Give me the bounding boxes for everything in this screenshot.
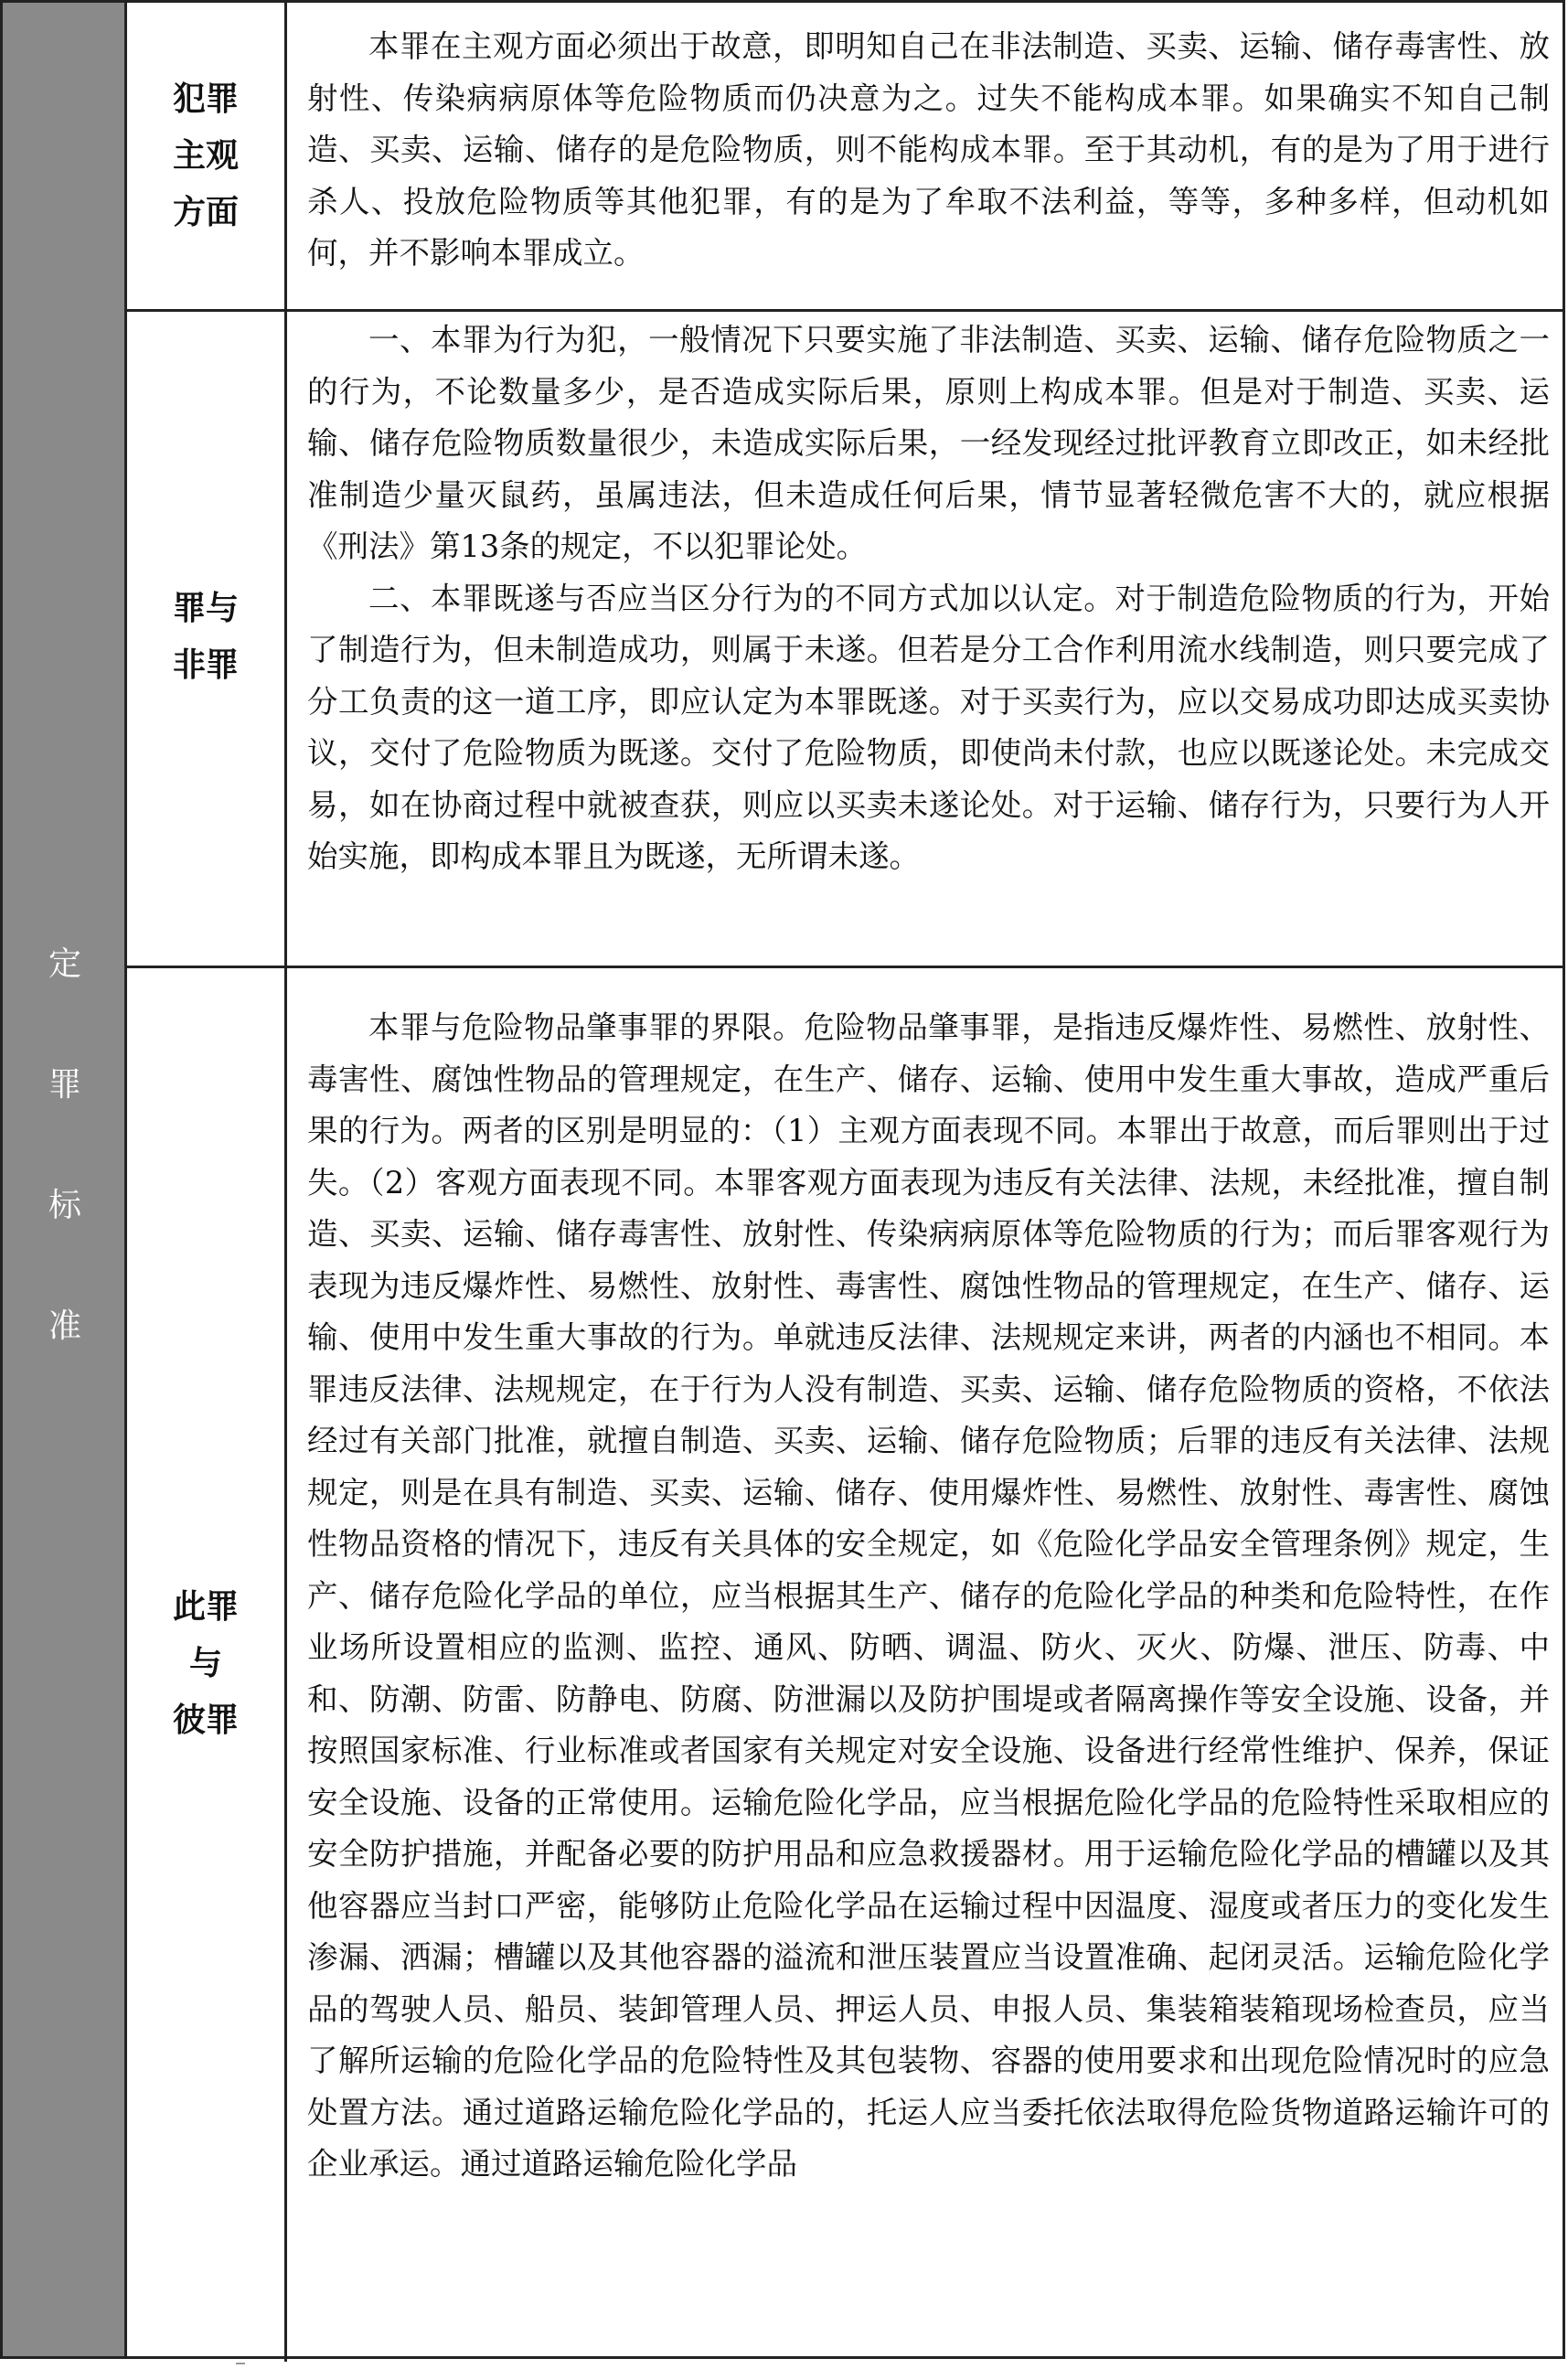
paragraph: 二、本罪既遂与否应当区分行为的不同方式加以认定。对于制造危险物质的行为，开始了制造行为，但未制造成功，则属于未遂。但若是分工合作利用流水线制造，则只要完成了分工负责的这一道工序，即应认定为本罪既遂。对于买卖行为，应以交易成功即达成买卖协议，交付了危险物质为既遂。交付了危险物质，即使尚未付款，也应以既遂论处。未完成交易，如在协商过程中就被查获，则应以买卖未遂论处。对于运输、储存行为，只要行为人开始实施，即构成本罪且为既遂，无所谓未遂。: [307, 580, 1550, 874]
row-label-this-vs-other: [127, 966, 287, 2362]
row-content-subjective: [287, 3, 1563, 309]
row-label-crime-or-not: [127, 309, 287, 966]
row-label-text: 犯罪 主观 方面: [172, 80, 239, 231]
row-label-text: 此罪 与 彼罪: [172, 1587, 239, 1739]
side-label-char: 准: [48, 1307, 81, 1345]
paragraph: 一、本罪为行为犯，一般情况下只要实施了非法制造、买卖、运输、储存危险物质之一的行为，不论数量多少，是否造成实际后果，原则上构成本罪。但是对于制造、买卖、运输、储存危险物质数量很少，未造成实际后果，一经发现经过批评教育立即改正，如未经批准制造少量灭鼠药，虽属违法，但未造成任何后果，情节显著轻微危害不大的，就应根据《刑法》第13条的规定，不以犯罪论处。: [307, 322, 1550, 564]
side-label-char: 定: [48, 945, 81, 983]
row-label-text: 罪与 非罪: [172, 590, 239, 684]
row-content-this-vs-other: [287, 966, 1563, 2362]
paragraph: 本罪在主观方面必须出于故意，即明知自己在非法制造、买卖、运输、储存毒害性、放射性、传染病病原体等危险物质而仍决意为之。过失不能构成本罪。如果确实不知自己制造、买卖、运输、储存的是危险物质，则不能构成本罪。至于其动机，有的是为了用于进行杀人、投放危险物质等其他犯罪，有的是为了牟取不法利益，等等，多种多样，但动机如何，并不影响本罪成立。: [307, 28, 1550, 271]
paragraph: 本罪与危险物品肇事罪的界限。危险物品肇事罪，是指违反爆炸性、易燃性、放射性、毒害性、腐蚀性物品的管理规定，在生产、储存、运输、使用中发生重大事故，造成严重后果的行为。两者的区别是明显的：（1）主观方面表现不同。本罪出于故意，而后罪则出于过失。（2）客观方面表现不同。本罪客观方面表现为违反有关法律、法规，未经批准，擅自制造、买卖、运输、储存毒害性、放射性、传染病病原体等危险物质的行为；而后罪客观行为表现为违反爆炸性、易燃性、放射性、毒害性、腐蚀性物品的管理规定，在生产、储存、运输、使用中发生重大事故的行为。单就违反法律、法规规定来讲，两者的内涵也不相同。本罪违反法律、法规规定，在于行为人没有制造、买卖、运输、储存危险物质的资格，不依法经过有关部门批准，就擅自制造、买卖、运输、储存危险物质；后罪的违反有关法律、法规规定，则是在具有制造、买卖、运输、储存、使用爆炸性、易燃性、放射性、毒害性、腐蚀性物品资格的情况下，违反有关具体的安全规定，如《危险化学品安全管理条例》规定，生产、储存危险化学品的单位，应当根据其生产、储存的危险化学品的种类和危险特性，在作业场所设置相应的监测、监控、通风、防晒、调温、防火、灭火、防爆、泄压、防毒、中和、防潮、防雷、防静电、防腐、防泄漏以及防护围堤或者隔离操作等安全设施、设备，并按照国家标准、行业标准或者国家有关规定对安全设施、设备进行经常性维护、保养，保证安全设施、设备的正常使用。运输危险化学品，应当根据危险化学品的危险特性采取相应的安全防护措施，并配备必要的防护用品和应急救援器材。用于运输危险化学品的槽罐以及其他容器应当封口严密，能够防止危险化学品在运输过程中因温度、湿度或者压力的变化发生渗漏、洒漏；槽罐以及其他容器的溢流和泄压装置应当设置准确、起闭灵活。运输危险化学品的驾驶人员、船员、装卸管理人员、押运人员、申报人员、集装箱装箱现场检查员，应当了解所运输的危险化学品的危险特性及其包装物、容器的使用要求和出现危险情况时的应急处置方法。通过道路运输危险化学品的，托运人应当委托依法取得危险货物道路运输许可的企业承运。通过道路运输危险化学品: [307, 1009, 1550, 2182]
side-label-char: 罪: [48, 1066, 81, 1104]
page-mark: [236, 2357, 245, 2364]
row-label-subjective: [127, 3, 287, 309]
side-label-char: 标: [48, 1187, 81, 1224]
row-content-crime-or-not: [287, 309, 1563, 966]
side-label: [3, 944, 127, 1427]
